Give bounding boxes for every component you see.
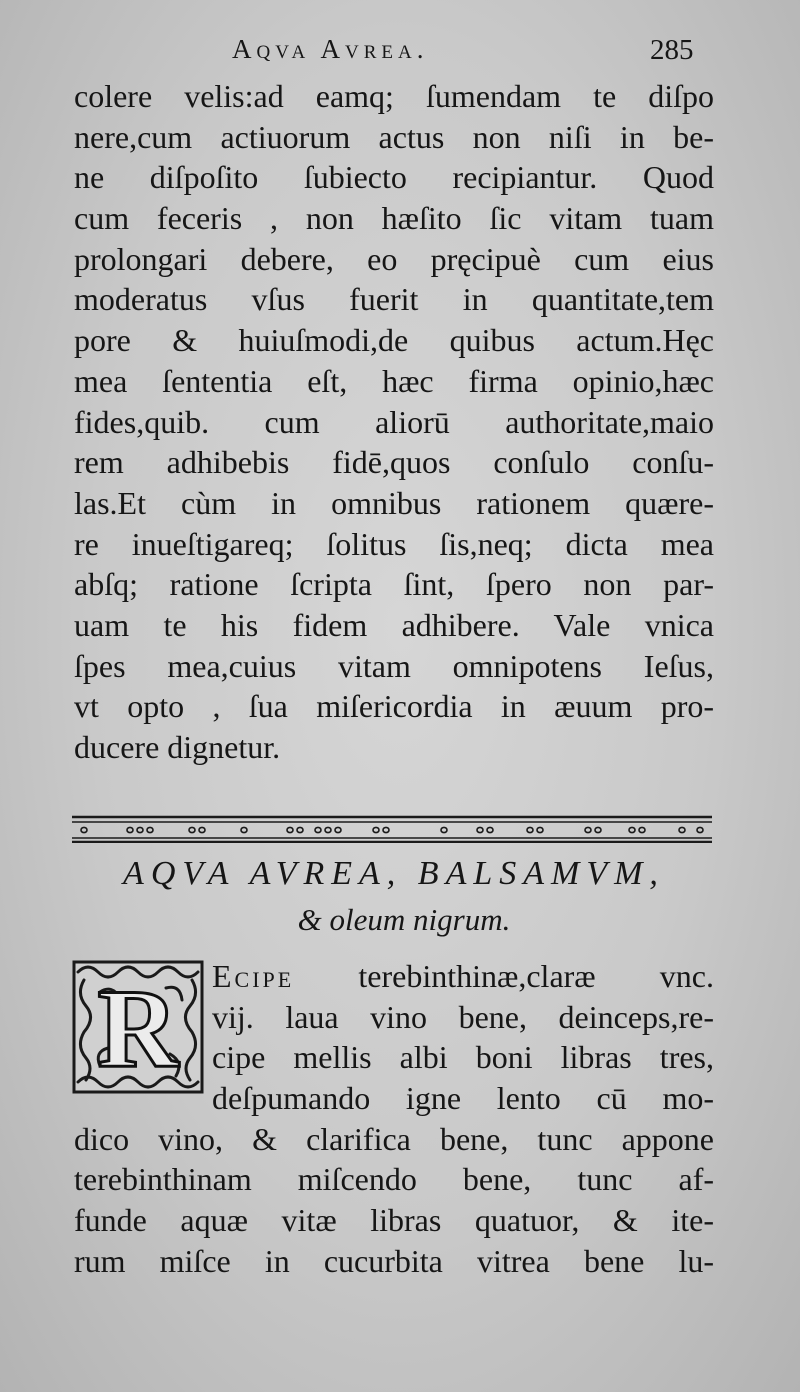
text-line: rem adhibebis fidē,quos conſulo conſu- bbox=[74, 444, 714, 481]
text-line: vt opto , ſua miſericordia in æuum pro- bbox=[74, 688, 714, 725]
section-heading bbox=[76, 850, 712, 942]
page-number: 285 bbox=[650, 34, 694, 66]
recipe-line: funde aquæ vitæ libras quatuor, & ite- bbox=[74, 1202, 714, 1239]
text-line: colere velis:ad eamq; ſumendam te diſpo bbox=[74, 78, 714, 114]
text-line-last: ducere dignetur. bbox=[74, 729, 281, 765]
recipe-line: vij. laua vino bene, deinceps,re- bbox=[212, 998, 714, 1035]
text-line: las.Et cùm in omnibus rationem quære- bbox=[74, 484, 714, 521]
text-line: ne diſpoſito ſubiecto recipiantur. Quod bbox=[74, 159, 714, 196]
text-line: nere,cum actiuorum actus non niſi in be- bbox=[74, 118, 714, 155]
recipe-line: cipe mellis albi boni libras tres, bbox=[212, 1039, 714, 1076]
text-line: mea ſententia eſt, hæc firma opinio,hæc bbox=[74, 362, 714, 399]
text-line: abſq; ratione ſcripta ſint, ſpero non par- bbox=[74, 566, 714, 603]
ornamental-rule bbox=[72, 813, 712, 843]
opening-word: Ecipe bbox=[212, 958, 295, 994]
heading-line-2: & oleum nigrum. bbox=[297, 902, 511, 937]
text-line: uam te his fidem adhibere. Vale vnica bbox=[74, 606, 714, 643]
recipe-line: deſpumando igne lento cū mo- bbox=[212, 1080, 714, 1117]
text-line: ſpes mea,cuius vitam omnipotens Ieſus, bbox=[74, 647, 714, 684]
recipe-line: dico vino, & clarifica bene, tunc appone bbox=[74, 1120, 714, 1157]
text-line: prolongari debere, eo pręcipuè cum eius bbox=[74, 240, 714, 277]
recipe-line: rum miſce in cucurbita vitrea bene lu- bbox=[74, 1242, 714, 1279]
text-line: re inueſtigareq; ſolitus ſis,neq; dicta mea bbox=[74, 525, 714, 562]
running-head bbox=[0, 34, 800, 74]
text-line: moderatus vſus fuerit in quantitate,tem bbox=[74, 281, 714, 318]
heading-line-1: AQVA AVREA, BALSAMVM, bbox=[123, 855, 665, 892]
text-line: pore & huiuſmodi,de quibus actum.Hęc bbox=[74, 322, 714, 359]
text-line: fides,quib. cum aliorū authoritate,maio bbox=[74, 403, 714, 440]
recipe-line: terebinthinam miſcendo bene, tunc af- bbox=[74, 1161, 714, 1198]
running-title: Aqva Avrea. bbox=[232, 34, 429, 64]
text-line: cum feceris , non hæſito ſic vitam tuam bbox=[74, 200, 714, 237]
body-text bbox=[74, 76, 714, 768]
recipe-line-first-rest: terebinthinæ,claræ vnc. bbox=[294, 958, 714, 994]
recipe-text bbox=[74, 956, 714, 1282]
drop-cap-letter: R bbox=[97, 967, 179, 1091]
recipe-line-first bbox=[212, 956, 714, 997]
